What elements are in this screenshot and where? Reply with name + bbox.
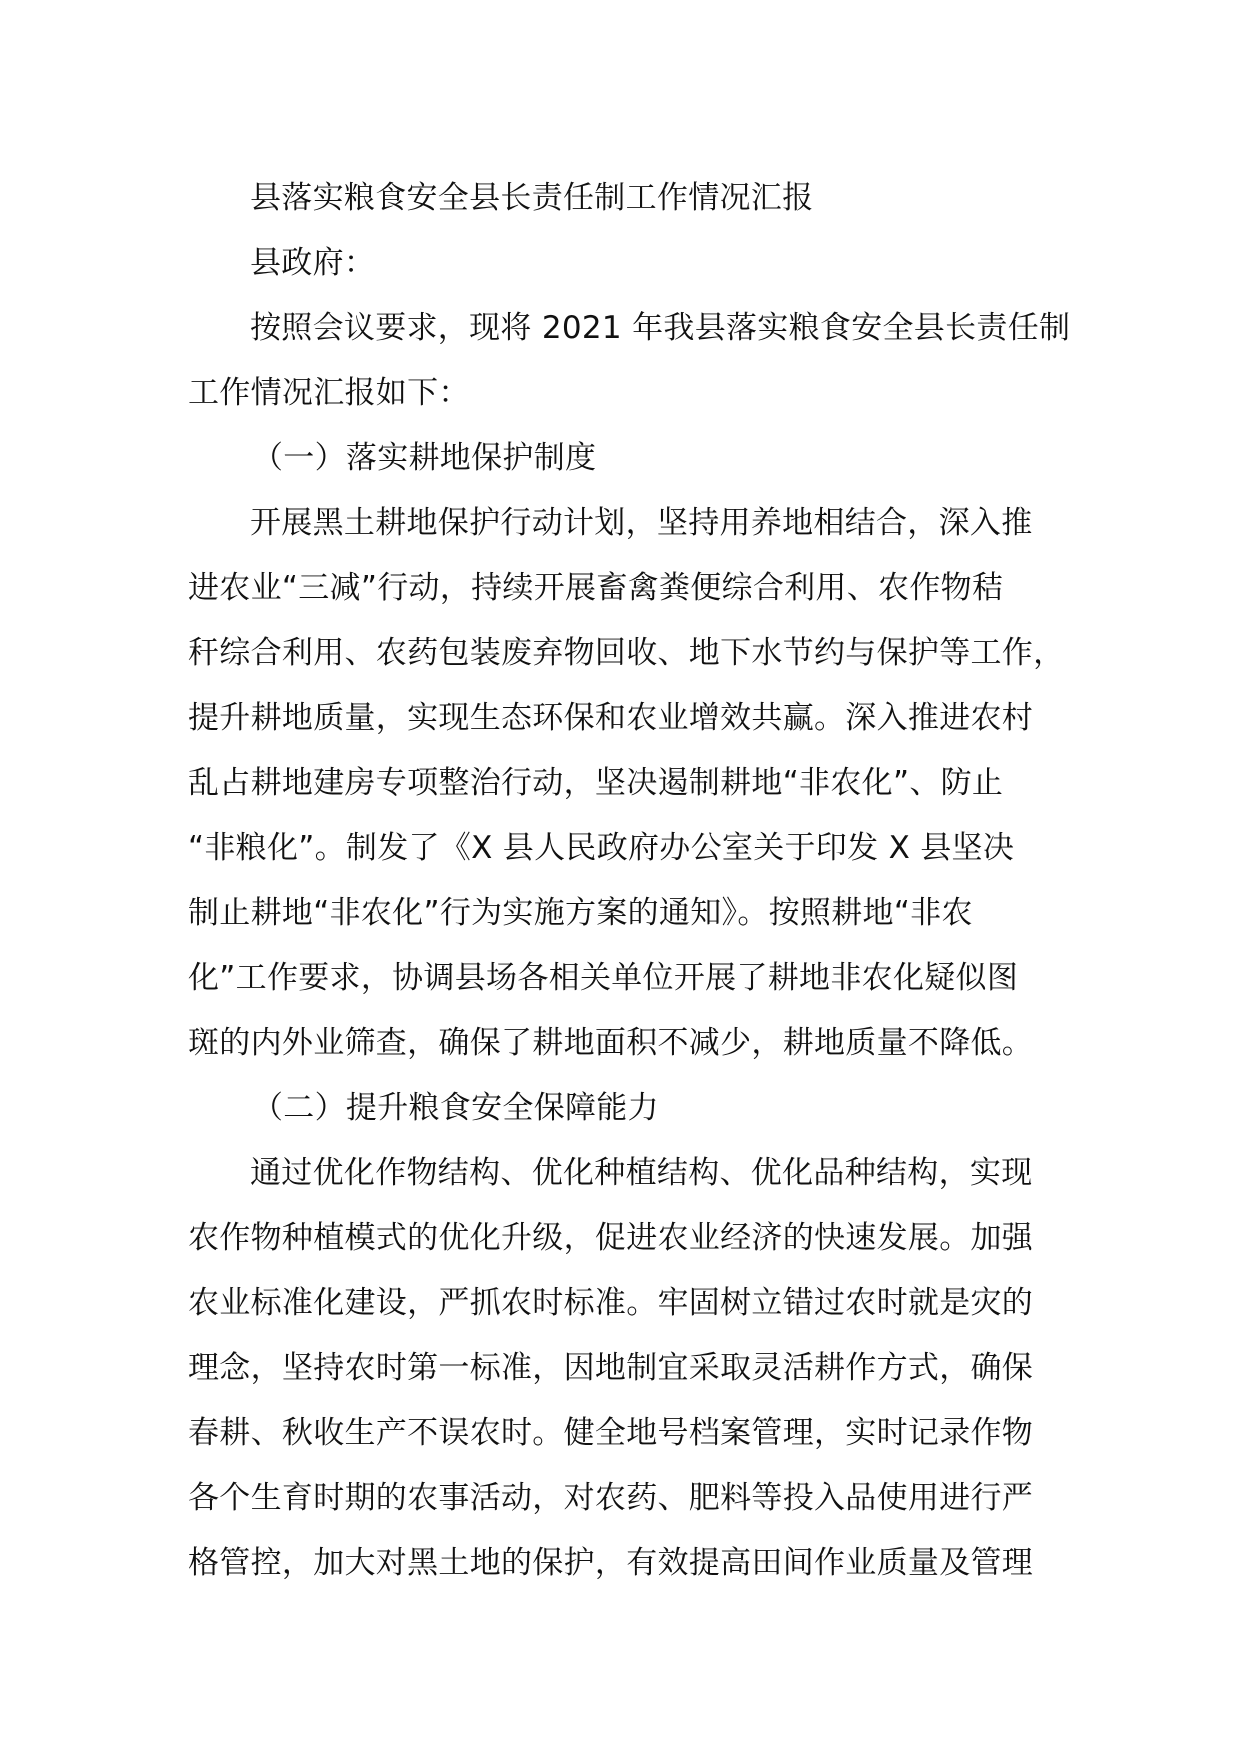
- paragraph-line: 开展黑土耕地保护行动计划，坚持用养地相结合，深入推: [250, 505, 1033, 541]
- paragraph-line: 通过优化作物结构、优化种植结构、优化品种结构，实现: [250, 1155, 1033, 1191]
- paragraph-line: 农作物种植模式的优化升级，促进农业经济的快速发展。加强: [188, 1220, 1034, 1256]
- paragraph-line: 斑的内外业筛查，确保了耕地面积不减少，耕地质量不降低。: [188, 1025, 1034, 1061]
- paragraph-line: 制止耕地“非农化”行为实施方案的通知》。按照耕地“非农: [188, 895, 973, 931]
- paragraph-line: 农业标准化建设，严抓农时标准。牢固树立错过农时就是灾的: [188, 1285, 1034, 1321]
- intro-line: 工作情况汇报如下：: [188, 375, 470, 411]
- intro-line: 按照会议要求，现将 2021 年我县落实粮食安全县长责任制: [250, 310, 1071, 346]
- paragraph-line: “非粮化”。制发了《X 县人民政府办公室关于印发 X 县坚决: [188, 830, 1015, 866]
- paragraph-line: 理念，坚持农时第一标准，因地制宜采取灵活耕作方式，确保: [188, 1350, 1034, 1386]
- paragraph-line: 进农业“三减”行动，持续开展畜禽粪便综合利用、农作物秸: [188, 570, 1004, 606]
- paragraph-line: 格管控，加大对黑土地的保护，有效提高田间作业质量及管理: [188, 1545, 1034, 1581]
- paragraph-line: 春耕、秋收生产不误农时。健全地号档案管理，实时记录作物: [188, 1415, 1034, 1451]
- section-heading-1: （一）落实耕地保护制度: [252, 440, 597, 476]
- salutation: 县政府：: [250, 245, 376, 281]
- paragraph-line: 提升耕地质量，实现生态环保和农业增效共赢。深入推进农村: [188, 700, 1034, 736]
- paragraph-line: 化”工作要求，协调县场各相关单位开展了耕地非农化疑似图: [188, 960, 1019, 996]
- paragraph-line: 乱占耕地建房专项整治行动，坚决遏制耕地“非农化”、防止: [188, 765, 1004, 801]
- paragraph-line: 各个生育时期的农事活动，对农药、肥料等投入品使用进行严: [188, 1480, 1034, 1516]
- document-body: [188, 166, 1071, 1596]
- document-title: 县落实粮食安全县长责任制工作情况汇报: [250, 180, 814, 216]
- paragraph-line: 秆综合利用、农药包装废弃物回收、地下水节约与保护等工作，: [188, 635, 1065, 671]
- section-heading-2: （二）提升粮食安全保障能力: [252, 1090, 659, 1126]
